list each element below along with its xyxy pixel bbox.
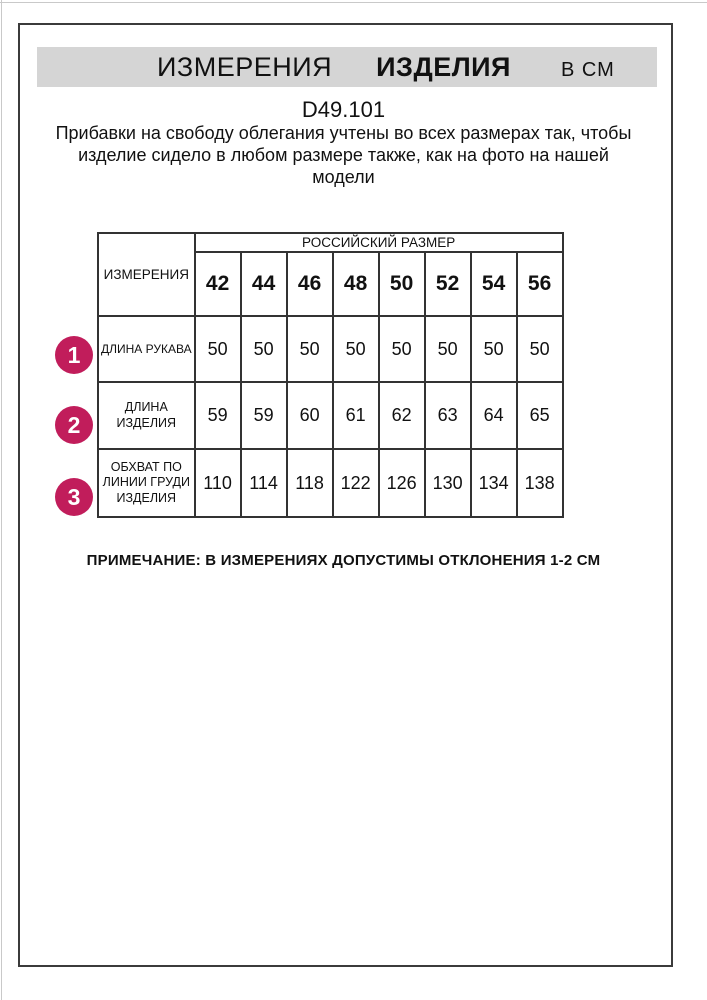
row-number-badge-3: 3 (55, 478, 93, 516)
value-cell: 138 (517, 449, 563, 517)
value-cell: 126 (379, 449, 425, 517)
size-cell-44: 44 (241, 252, 287, 316)
note-text: ПРИМЕЧАНИЕ: В ИЗМЕРЕНИЯХ ДОПУСТИМЫ ОТКЛОНЕНИЯ 1-2 СМ (86, 552, 601, 569)
description (18, 122, 669, 188)
value-cell: 59 (195, 382, 241, 449)
row-label-sleeve-length: ДЛИНА РУКАВА (98, 316, 195, 382)
product-code: D49.101 (301, 97, 386, 122)
row-number-badge-2: 2 (55, 406, 93, 444)
value-cell: 50 (195, 316, 241, 382)
value-cell: 59 (241, 382, 287, 449)
table-row-sleeve-length (98, 316, 563, 382)
value-cell: 61 (333, 382, 379, 449)
scan-edge-left-line (1, 0, 2, 1000)
value-cell: 50 (471, 316, 517, 382)
size-cell-46: 46 (287, 252, 333, 316)
row-label-chest-girth: ОБХВАТ ПО ЛИНИИ ГРУДИ ИЗДЕЛИЯ (98, 449, 195, 517)
size-cell-48: 48 (333, 252, 379, 316)
description-line-3: модели (312, 167, 375, 187)
value-cell: 118 (287, 449, 333, 517)
size-cell-56: 56 (517, 252, 563, 316)
title-product: ИЗДЕЛИЯ (376, 52, 511, 82)
value-cell: 130 (425, 449, 471, 517)
title-band (37, 47, 657, 87)
value-cell: 134 (471, 449, 517, 517)
size-cell-54: 54 (471, 252, 517, 316)
size-cell-50: 50 (379, 252, 425, 316)
value-cell: 60 (287, 382, 333, 449)
scan-edge-top-line (0, 2, 707, 3)
russian-size-header: РОССИЙСКИЙ РАЗМЕР (195, 233, 563, 252)
table-row-item-length (98, 382, 563, 449)
value-cell: 114 (241, 449, 287, 517)
title-unit: В СМ (560, 59, 615, 81)
title-measurements: ИЗМЕРЕНИЯ (157, 52, 333, 82)
value-cell: 50 (287, 316, 333, 382)
value-cell: 122 (333, 449, 379, 517)
measurements-column-header: ИЗМЕРЕНИЯ (98, 233, 195, 316)
table-row-chest-girth (98, 449, 563, 517)
description-line-1: Прибавки на свободу облегания учтены во всех размерах так, чтобы (55, 123, 632, 143)
value-cell: 63 (425, 382, 471, 449)
table-group-header-row (98, 233, 563, 252)
size-cell-52: 52 (425, 252, 471, 316)
size-cell-42: 42 (195, 252, 241, 316)
value-cell: 50 (241, 316, 287, 382)
value-cell: 65 (517, 382, 563, 449)
size-table (97, 232, 564, 518)
value-cell: 62 (379, 382, 425, 449)
value-cell: 110 (195, 449, 241, 517)
value-cell: 64 (471, 382, 517, 449)
value-cell: 50 (517, 316, 563, 382)
row-number-badge-1: 1 (55, 336, 93, 374)
row-label-item-length: ДЛИНА ИЗДЕЛИЯ (98, 382, 195, 449)
value-cell: 50 (425, 316, 471, 382)
description-line-2: изделие сидело в любом размере также, как на фото на нашей (78, 145, 609, 165)
value-cell: 50 (379, 316, 425, 382)
value-cell: 50 (333, 316, 379, 382)
